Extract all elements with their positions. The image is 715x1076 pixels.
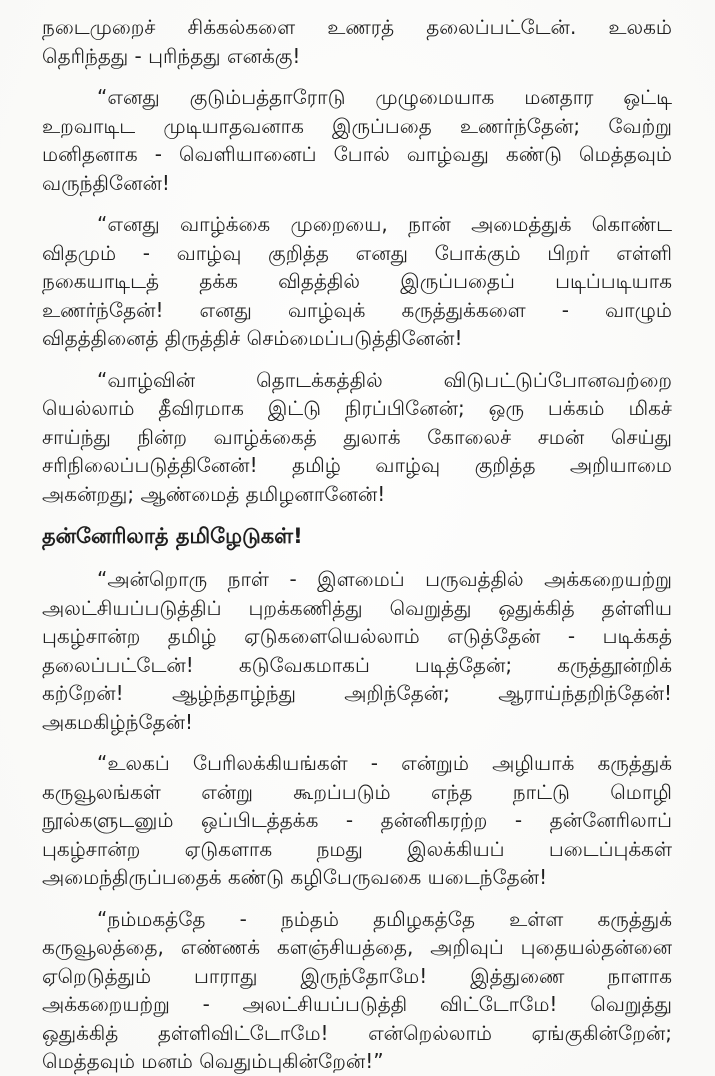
text-line: தலைப்பட்டேன்! கடுவேகமாகப் படித்தேன்; கருத்தூன்றிக் (42, 652, 672, 677)
paragraph (42, 210, 672, 353)
text-line: அகன்றது; ஆண்மைத் தமிழனானேன்! (42, 481, 386, 506)
section-heading (42, 521, 672, 551)
text-line: “வாழ்வின் தொடக்கத்தில் விடுபட்டுப்போனவற்றை (97, 367, 672, 392)
text-line: மனிதனாக - வெளியானைப் போல் வாழ்வது கண்டு மெத்தவும் (42, 142, 672, 166)
text-line: வருந்தினேன்! (42, 170, 170, 195)
text-line: “அன்றொரு நாள் - இளமைப் பருவத்தில் அக்கறையற்று (97, 567, 672, 591)
text-line: சரிநிலைப்படுத்தினேன்! தமிழ் வாழ்வு குறித்த அறியாமை (42, 453, 672, 477)
text-line: கருவூலங்கள் என்று கூறப்படும் எந்த நாட்டு மொழி (42, 779, 672, 804)
paragraph (42, 905, 672, 1076)
page-text (42, 13, 672, 1076)
text-line: புகழ்சான்ற ஏடுகளாக நமது இலக்கியப் படைப்புக்கள் (42, 836, 672, 861)
text-line: அமைந்திருப்பதைக் கண்டு கழிபேருவகை யடைந்தேன்! (42, 865, 548, 889)
text-line: சாய்ந்து நின்ற வாழ்க்கைத் துலாக் கோலைச் சமன் செய்து (42, 424, 672, 449)
text-line: புகழ்சான்ற தமிழ் ஏடுகளையெல்லாம் எடுத்தேன் - படிக்கத் (42, 624, 672, 648)
text-line: அகமகிழ்ந்தேன்! (42, 709, 194, 734)
text-line: “உலகப் பேரிலக்கியங்கள் - என்றும் அழியாக் கருத்துக் (97, 751, 672, 775)
paragraph (42, 749, 672, 892)
text-line: மெத்தவும் மனம் வெதும்புகின்றேன்!” (42, 1049, 384, 1073)
text-line: உணர்ந்தேன்! எனது வாழ்வுக் கருத்துக்களை - வாழும் (42, 297, 672, 322)
text-line: அலட்சியப்படுத்திப் புறக்கணித்து வெறுத்து ஒதுக்கித் தள்ளிய (42, 595, 672, 620)
text-line: அக்கறையற்று - அலட்சியப்படுத்தி விட்டோமே! வெறுத்து (42, 992, 672, 1016)
text-line: யெல்லாம் தீவிரமாக இட்டு நிரப்பினேன்; ஒரு பக்கம் மிகச் (42, 396, 672, 420)
text-line: தெரிந்தது - புரிந்தது எனக்கு! (42, 43, 301, 68)
paragraph (42, 565, 672, 736)
text-line: கற்றேன்! ஆழ்ந்தாழ்ந்து அறிந்தேன்; ஆராய்ந்தறிந்தேன்! (42, 681, 672, 705)
text-line: ஒதுக்கித் தள்ளிவிட்டோமே! என்றெல்லாம் ஏங்குகின்றேன்; (42, 1020, 672, 1045)
text-line: கருவூலத்தை, எண்ணக் களஞ்சியத்தை, அறிவுப் புதையல்தன்னை (42, 935, 672, 959)
paragraph (42, 366, 672, 509)
text-line: “எனது குடும்பத்தாரோடு முழுமையாக மனதார ஒட்டி (97, 85, 672, 109)
text-line: ஏறெடுத்தும் பாராது இருந்தோமே! இத்துணை நாளாக (42, 963, 672, 988)
paragraph (42, 13, 672, 70)
text-line: விதத்தினைத் திருத்திச் செம்மைப்படுத்தினேன்! (42, 326, 463, 350)
text-line: “எனது வாழ்க்கை முறையை, நான் அமைத்துக் கொண்ட (97, 212, 672, 236)
text-line: நடைமுறைச் சிக்கல்களை உணரத் தலைப்பட்டேன். உலகம் (42, 15, 672, 39)
text-line: “நம்மகத்தே - நம்தம் தமிழகத்தே உள்ள கருத்துக் (97, 906, 672, 931)
text-line: நூல்களுடனும் ஒப்பிடத்தக்க - தன்னிகரற்ற - தன்னேரிலாப் (42, 808, 672, 832)
paragraph (42, 83, 672, 197)
text-line: தன்னேரிலாத் தமிழேடுகள்! (42, 524, 303, 548)
text-line: உறவாடிட முடியாதவனாக இருப்பதை உணர்ந்தேன்; வேற்று (42, 113, 672, 138)
text-line: விதமும் - வாழ்வு குறித்த எனது போக்கும் பிறர் எள்ளி (42, 240, 672, 265)
text-line: நகையாடிடத் தக்க விதத்தில் இருப்பதைப் படிப்படியாக (42, 269, 672, 293)
